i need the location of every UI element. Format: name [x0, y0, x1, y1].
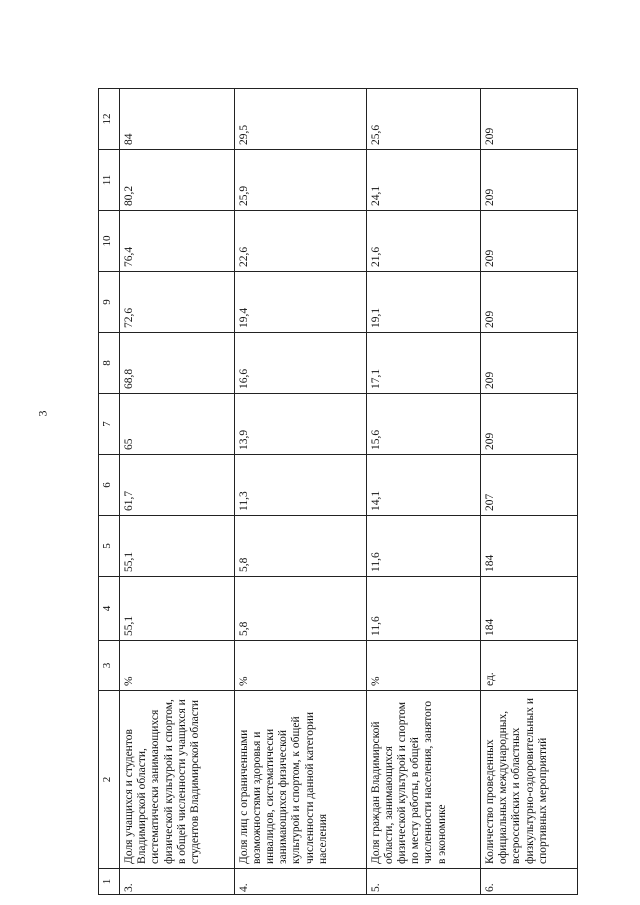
- value-cell: 29,5: [234, 89, 366, 150]
- value-cell: 65: [120, 394, 235, 455]
- value-cell: 24,1: [366, 150, 481, 211]
- header-cell: 1: [99, 869, 120, 895]
- value-cell: 11,6: [366, 577, 481, 641]
- indicator-name: Доля учащихся и студентов Владимирской области, систематически занимающихся физической культурой и спортом, в общей численности учащихся и студентов Владимирской области: [120, 691, 235, 869]
- header-cell: 9: [99, 272, 120, 333]
- page-number: 3: [35, 410, 50, 417]
- value-cell: 61,7: [120, 455, 235, 516]
- value-cell: 19,1: [366, 272, 481, 333]
- value-cell: 68,8: [120, 333, 235, 394]
- value-cell: 72,6: [120, 272, 235, 333]
- value-cell: 80,2: [120, 150, 235, 211]
- value-cell: 11,6: [366, 516, 481, 577]
- table-row: [234, 89, 366, 895]
- value-cell: 14,1: [366, 455, 481, 516]
- unit-cell: %: [120, 641, 235, 691]
- value-cell: 184: [481, 516, 578, 577]
- value-cell: 13,9: [234, 394, 366, 455]
- value-cell: 209: [481, 333, 578, 394]
- value-cell: 22,6: [234, 211, 366, 272]
- value-cell: 184: [481, 577, 578, 641]
- value-cell: 207: [481, 455, 578, 516]
- value-cell: 21,6: [366, 211, 481, 272]
- header-row: [99, 89, 120, 895]
- value-cell: 76,4: [120, 211, 235, 272]
- table-row: [481, 89, 578, 895]
- unit-cell: %: [366, 641, 481, 691]
- value-cell: 84: [120, 89, 235, 150]
- row-index: 6.: [481, 869, 578, 895]
- value-cell: 55,1: [120, 516, 235, 577]
- header-cell: 5: [99, 516, 120, 577]
- header-cell: 7: [99, 394, 120, 455]
- value-cell: 25,6: [366, 89, 481, 150]
- header-cell: 12: [99, 89, 120, 150]
- unit-cell: %: [234, 641, 366, 691]
- value-cell: 17,1: [366, 333, 481, 394]
- value-cell: 15,6: [366, 394, 481, 455]
- value-cell: 209: [481, 272, 578, 333]
- indicator-name: Доля лиц с ограниченными возможностями здоровья и инвалидов, систематически занимающихся физической культурой и спортом, к общей численности данной категории населения: [234, 691, 366, 869]
- value-cell: 209: [481, 150, 578, 211]
- row-index: 5.: [366, 869, 481, 895]
- value-cell: 209: [481, 394, 578, 455]
- header-cell: 6: [99, 455, 120, 516]
- table-container: [98, 90, 578, 895]
- header-cell: 2: [99, 691, 120, 869]
- table-row: [120, 89, 235, 895]
- row-index: 3.: [120, 869, 235, 895]
- value-cell: 5,8: [234, 516, 366, 577]
- value-cell: 5,8: [234, 577, 366, 641]
- unit-cell: ед.: [481, 641, 578, 691]
- value-cell: 25,9: [234, 150, 366, 211]
- value-cell: 19,4: [234, 272, 366, 333]
- value-cell: 55,1: [120, 577, 235, 641]
- row-index: 4.: [234, 869, 366, 895]
- header-cell: 4: [99, 577, 120, 641]
- header-cell: 10: [99, 211, 120, 272]
- value-cell: 16,6: [234, 333, 366, 394]
- header-cell: 8: [99, 333, 120, 394]
- header-cell: 11: [99, 150, 120, 211]
- indicator-name: Количество проведенных официальных международных, всероссийских и областных физкультурно-оздоровительных и спортивных мероприятий: [481, 691, 578, 869]
- indicator-name: Доля граждан Владимирской области, занимающихся физической культурой и спортом по месту работы, в общей численности населения, занятого в экономике: [366, 691, 481, 869]
- value-cell: 209: [481, 89, 578, 150]
- header-cell: 3: [99, 641, 120, 691]
- indicators-table: [98, 88, 578, 895]
- value-cell: 11,3: [234, 455, 366, 516]
- value-cell: 209: [481, 211, 578, 272]
- table-row: [366, 89, 481, 895]
